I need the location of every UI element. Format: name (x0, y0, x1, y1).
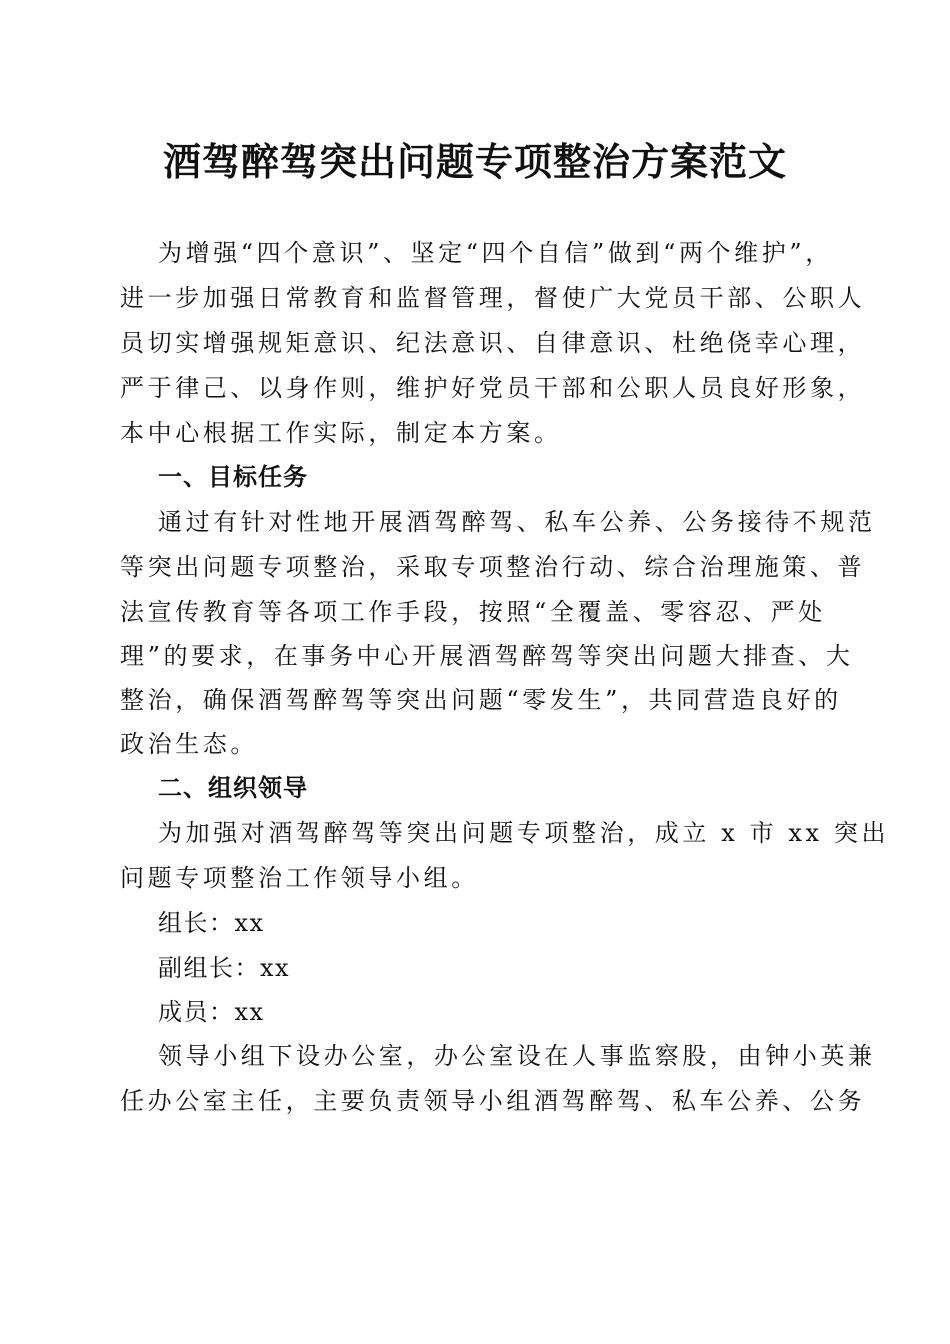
intro-line-1: 为增强“四个意识”、坚定“四个自信”做到“两个维护”， (158, 239, 833, 267)
section-1-line-2: 等突出问题专项整治，采取专项整治行动、综合治理施策、普 (120, 553, 866, 581)
member-members: 成员：xx (158, 998, 265, 1026)
section-1-line-4: 理”的要求，在事务中心开展酒驾醉驾等突出问题大排查、大 (120, 642, 854, 670)
office-line-1: 领导小组下设办公室，办公室设在人事监察股，由钟小英兼 (158, 1042, 876, 1070)
section-1-line-3: 法宣传教育等各项工作手段，按照“全覆盖、零容忍、严处 (120, 598, 826, 626)
intro-line-3: 员切实增强规矩意识、纪法意识、自律意识、杜绝侥幸心理， (120, 329, 866, 357)
intro-line-4: 严于律己、以身作则，维护好党员干部和公职人员良好形象， (120, 374, 866, 402)
office-line-2: 任办公室主任，主要负责领导小组酒驾醉驾、私车公养、公务 (120, 1087, 866, 1115)
section-2-line-1: 为加强对酒驾醉驾等突出问题专项整治，成立 x 市 xx 突出 (158, 819, 890, 847)
member-leader: 组长：xx (158, 909, 265, 937)
member-deputy-leader: 副组长：xx (158, 954, 291, 982)
section-1-line-1: 通过有针对性地开展酒驾醉驾、私车公养、公务接待不规范 (158, 508, 876, 536)
intro-line-5: 本中心根据工作实际，制定本方案。 (120, 419, 562, 447)
section-1-line-5: 整治，确保酒驾醉驾等突出问题“零发生”，共同营造良好的 (120, 686, 842, 714)
document-title: 酒驾醉驾突出问题专项整治方案范文 (162, 139, 787, 184)
intro-line-2: 进一步加强日常教育和监督管理，督使广大党员干部、公职人 (120, 284, 866, 312)
section-2-heading: 二、组织领导 (158, 774, 308, 802)
section-2-line-2: 问题专项整治工作领导小组。 (120, 864, 479, 892)
section-1-line-6: 政治生态。 (120, 730, 258, 758)
section-1-heading: 一、目标任务 (158, 463, 308, 491)
